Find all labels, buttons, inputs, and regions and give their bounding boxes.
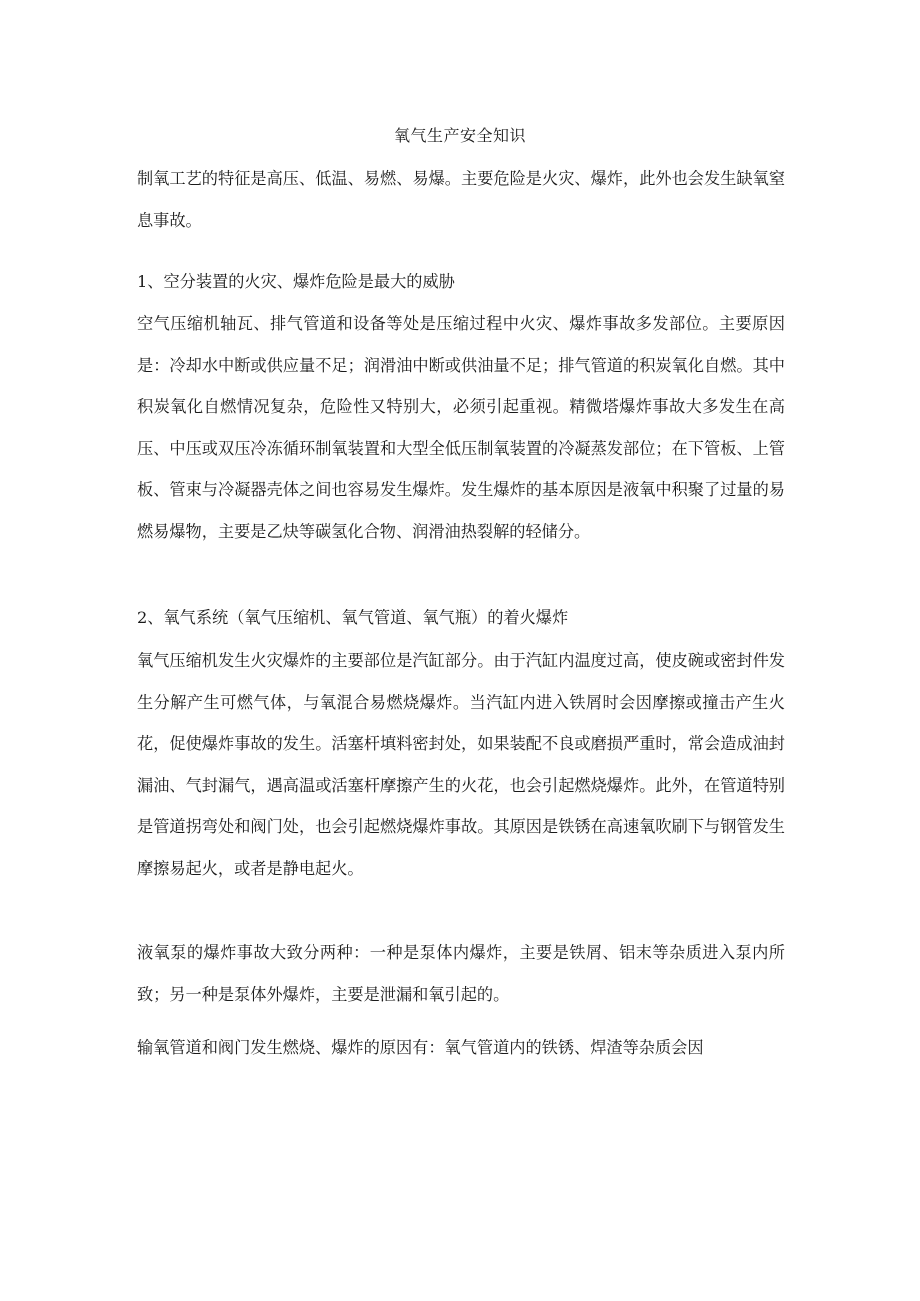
section-1-paragraph: 空气压缩机轴瓦、排气管道和设备等处是压缩过程中火灾、爆炸事故多发部位。主要原因是：冷却水中断或供应量不足；润滑油中断或供油量不足；排气管道的积炭氧化自燃。其中积炭氧化自燃情况复杂，危险性又特别大，必须引起重视。精微塔爆炸事故大多发生在高压、中压或双压冷冻循环制氧装置和大型全低压制氧装置的冷凝蒸发部位；在下管板、上管板、管束与冷凝器壳体之间也容易发生爆炸。发生爆炸的基本原因是液氧中积聚了过量的易燃易爆物，主要是乙炔等碳氢化合物、润滑油热裂解的轻储分。 xyxy=(137,314,785,541)
section-2-heading: 2、氧气系统（氧气压缩机、氧气管道、氧气瓶）的着火爆炸 xyxy=(137,608,569,627)
section-2-paragraph-pump: 液氧泵的爆炸事故大致分两种：一种是泵体内爆炸，主要是铁屑、铝末等杂质进入泵内所致；另一种是泵体外爆炸，主要是泄漏和氧引起的。 xyxy=(137,943,785,1004)
intro-paragraph: 制氧工艺的特征是高压、低温、易燃、易爆。主要危险是火灾、爆炸，此外也会发生缺氧窒息事故。 xyxy=(137,169,785,230)
page-title: 氧气生产安全知识 xyxy=(393,126,526,145)
section-2-paragraph-compressor: 氧气压缩机发生火灾爆炸的主要部位是汽缸部分。由于汽缸内温度过高，使皮碗或密封件发生分解产生可燃气体，与氧混合易燃烧爆炸。当汽缸内进入铁屑时会因摩擦或撞击产生火花，促使爆炸事故的发生。活塞杆填料密封处，如果装配不良或磨损严重时，常会造成油封漏油、气封漏气，遇高温或活塞杆摩擦产生的火花，也会引起燃烧爆炸。此外，在管道特别是管道拐弯处和阀门处，也会引起燃烧爆炸事故。其原因是铁锈在高速氧吹刷下与钢管发生摩擦易起火，或者是静电起火。 xyxy=(137,651,785,878)
section-2-paragraph-pipeline: 输氧管道和阀门发生燃烧、爆炸的原因有：氧气管道内的铁锈、焊渣等杂质会因 xyxy=(137,1038,704,1057)
section-1-heading: 1、空分装置的火灾、爆炸危险是最大的威胁 xyxy=(137,272,455,291)
